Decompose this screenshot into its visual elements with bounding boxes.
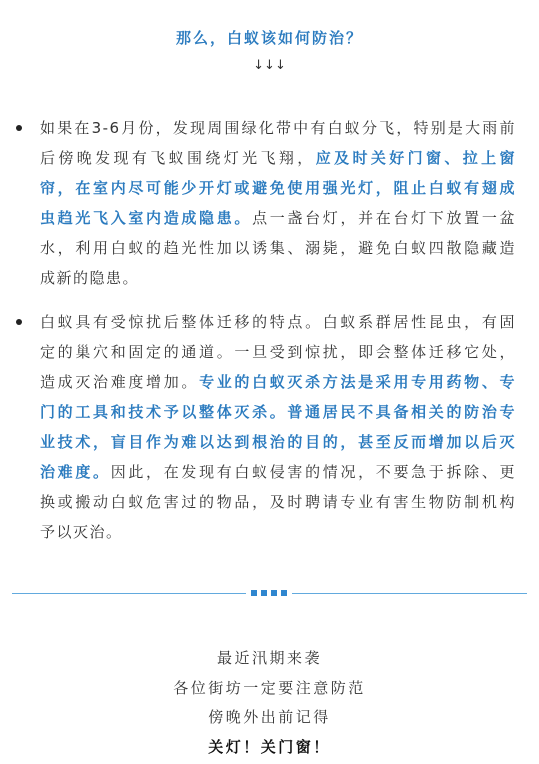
tip-text: 造成灭治难度增加。 xyxy=(40,373,200,391)
tip-highlight-text: 业技术，盲目作为难以达到根治的目的，甚至反而增加以后灭 xyxy=(40,433,516,451)
footer-line: 各位街坊一定要注意防范 xyxy=(173,678,366,697)
tip-text: 成新的隐患。 xyxy=(40,269,140,287)
tip-text: 点一盏台灯，并在台灯下放置一盆 xyxy=(252,209,516,227)
tip-item xyxy=(40,307,516,547)
divider-line-left xyxy=(12,593,246,594)
divider-square xyxy=(261,590,267,596)
section-heading: 那么，白蚁该如何防治？ xyxy=(175,29,363,47)
tip-line xyxy=(40,143,516,173)
bullet-dot xyxy=(16,319,22,325)
down-arrows: ↓↓↓ xyxy=(253,58,286,73)
footer-line: 傍晚外出前记得 xyxy=(208,708,331,726)
tip-line xyxy=(40,367,516,397)
tip-line xyxy=(40,457,516,487)
tip-text: 定的巢穴和固定的通道。一旦受到惊扰，即会整体迁移它处， xyxy=(40,343,516,361)
tip-line xyxy=(40,487,516,517)
tip-item xyxy=(40,113,516,293)
tip-text: 白蚁具有受惊扰后整体迁移的特点。白蚁系群居性昆虫，有固 xyxy=(40,313,516,331)
tip-line xyxy=(40,397,516,427)
tip-line xyxy=(40,203,516,233)
bullet-dot xyxy=(16,125,22,131)
tip-text: 予以灭治。 xyxy=(40,523,123,541)
divider-square xyxy=(271,590,277,596)
tip-line xyxy=(40,173,516,203)
tip-highlight-text: 虫趋光飞入室内造成隐患。 xyxy=(40,209,253,227)
tip-line xyxy=(40,233,516,263)
tip-line xyxy=(40,263,516,293)
tip-text: 水，利用白蚁的趋光性加以诱集、溺毙，避免白蚁四散隐藏造 xyxy=(40,239,516,257)
footer-line: 最近汛期来袭 xyxy=(216,649,322,667)
tip-text: 因此，在发现有白蚁侵害的情况，不要急于拆除、更 xyxy=(110,463,516,481)
divider-square xyxy=(251,590,257,596)
tip-line xyxy=(40,427,516,457)
tip-highlight-text: 治难度。 xyxy=(40,463,111,481)
divider-line-right xyxy=(292,593,527,594)
tip-text: 后傍晚发现有飞蚁围绕灯光飞翔， xyxy=(40,149,316,167)
tip-text: 如果在3-6月份，发现周围绿化带中有白蚁分飞，特别是大雨前 xyxy=(40,119,516,137)
tip-line xyxy=(40,337,516,367)
tip-text: 换或搬动白蚁危害过的物品，及时聘请专业有害生物防制机构 xyxy=(40,493,516,511)
tip-highlight-text: 门的工具和技术予以整体灭杀。普通居民不具备相关的防治专 xyxy=(40,403,516,421)
tip-line xyxy=(40,307,516,337)
divider-square xyxy=(281,590,287,596)
tip-highlight-text: 帘，在室内尽可能少开灯或避免使用强光灯，阻止白蚁有翅成 xyxy=(40,179,516,197)
tip-line xyxy=(40,113,516,143)
tip-highlight-text: 专业的白蚁灭杀方法是采用专用药物、专 xyxy=(199,373,516,391)
footer-reminder xyxy=(0,644,539,762)
footer-call-to-action: 关灯！关门窗！ xyxy=(208,737,331,756)
divider-squares xyxy=(251,590,287,596)
tip-highlight-text: 应及时关好门窗、拉上窗 xyxy=(315,149,516,167)
tip-line xyxy=(40,517,516,547)
